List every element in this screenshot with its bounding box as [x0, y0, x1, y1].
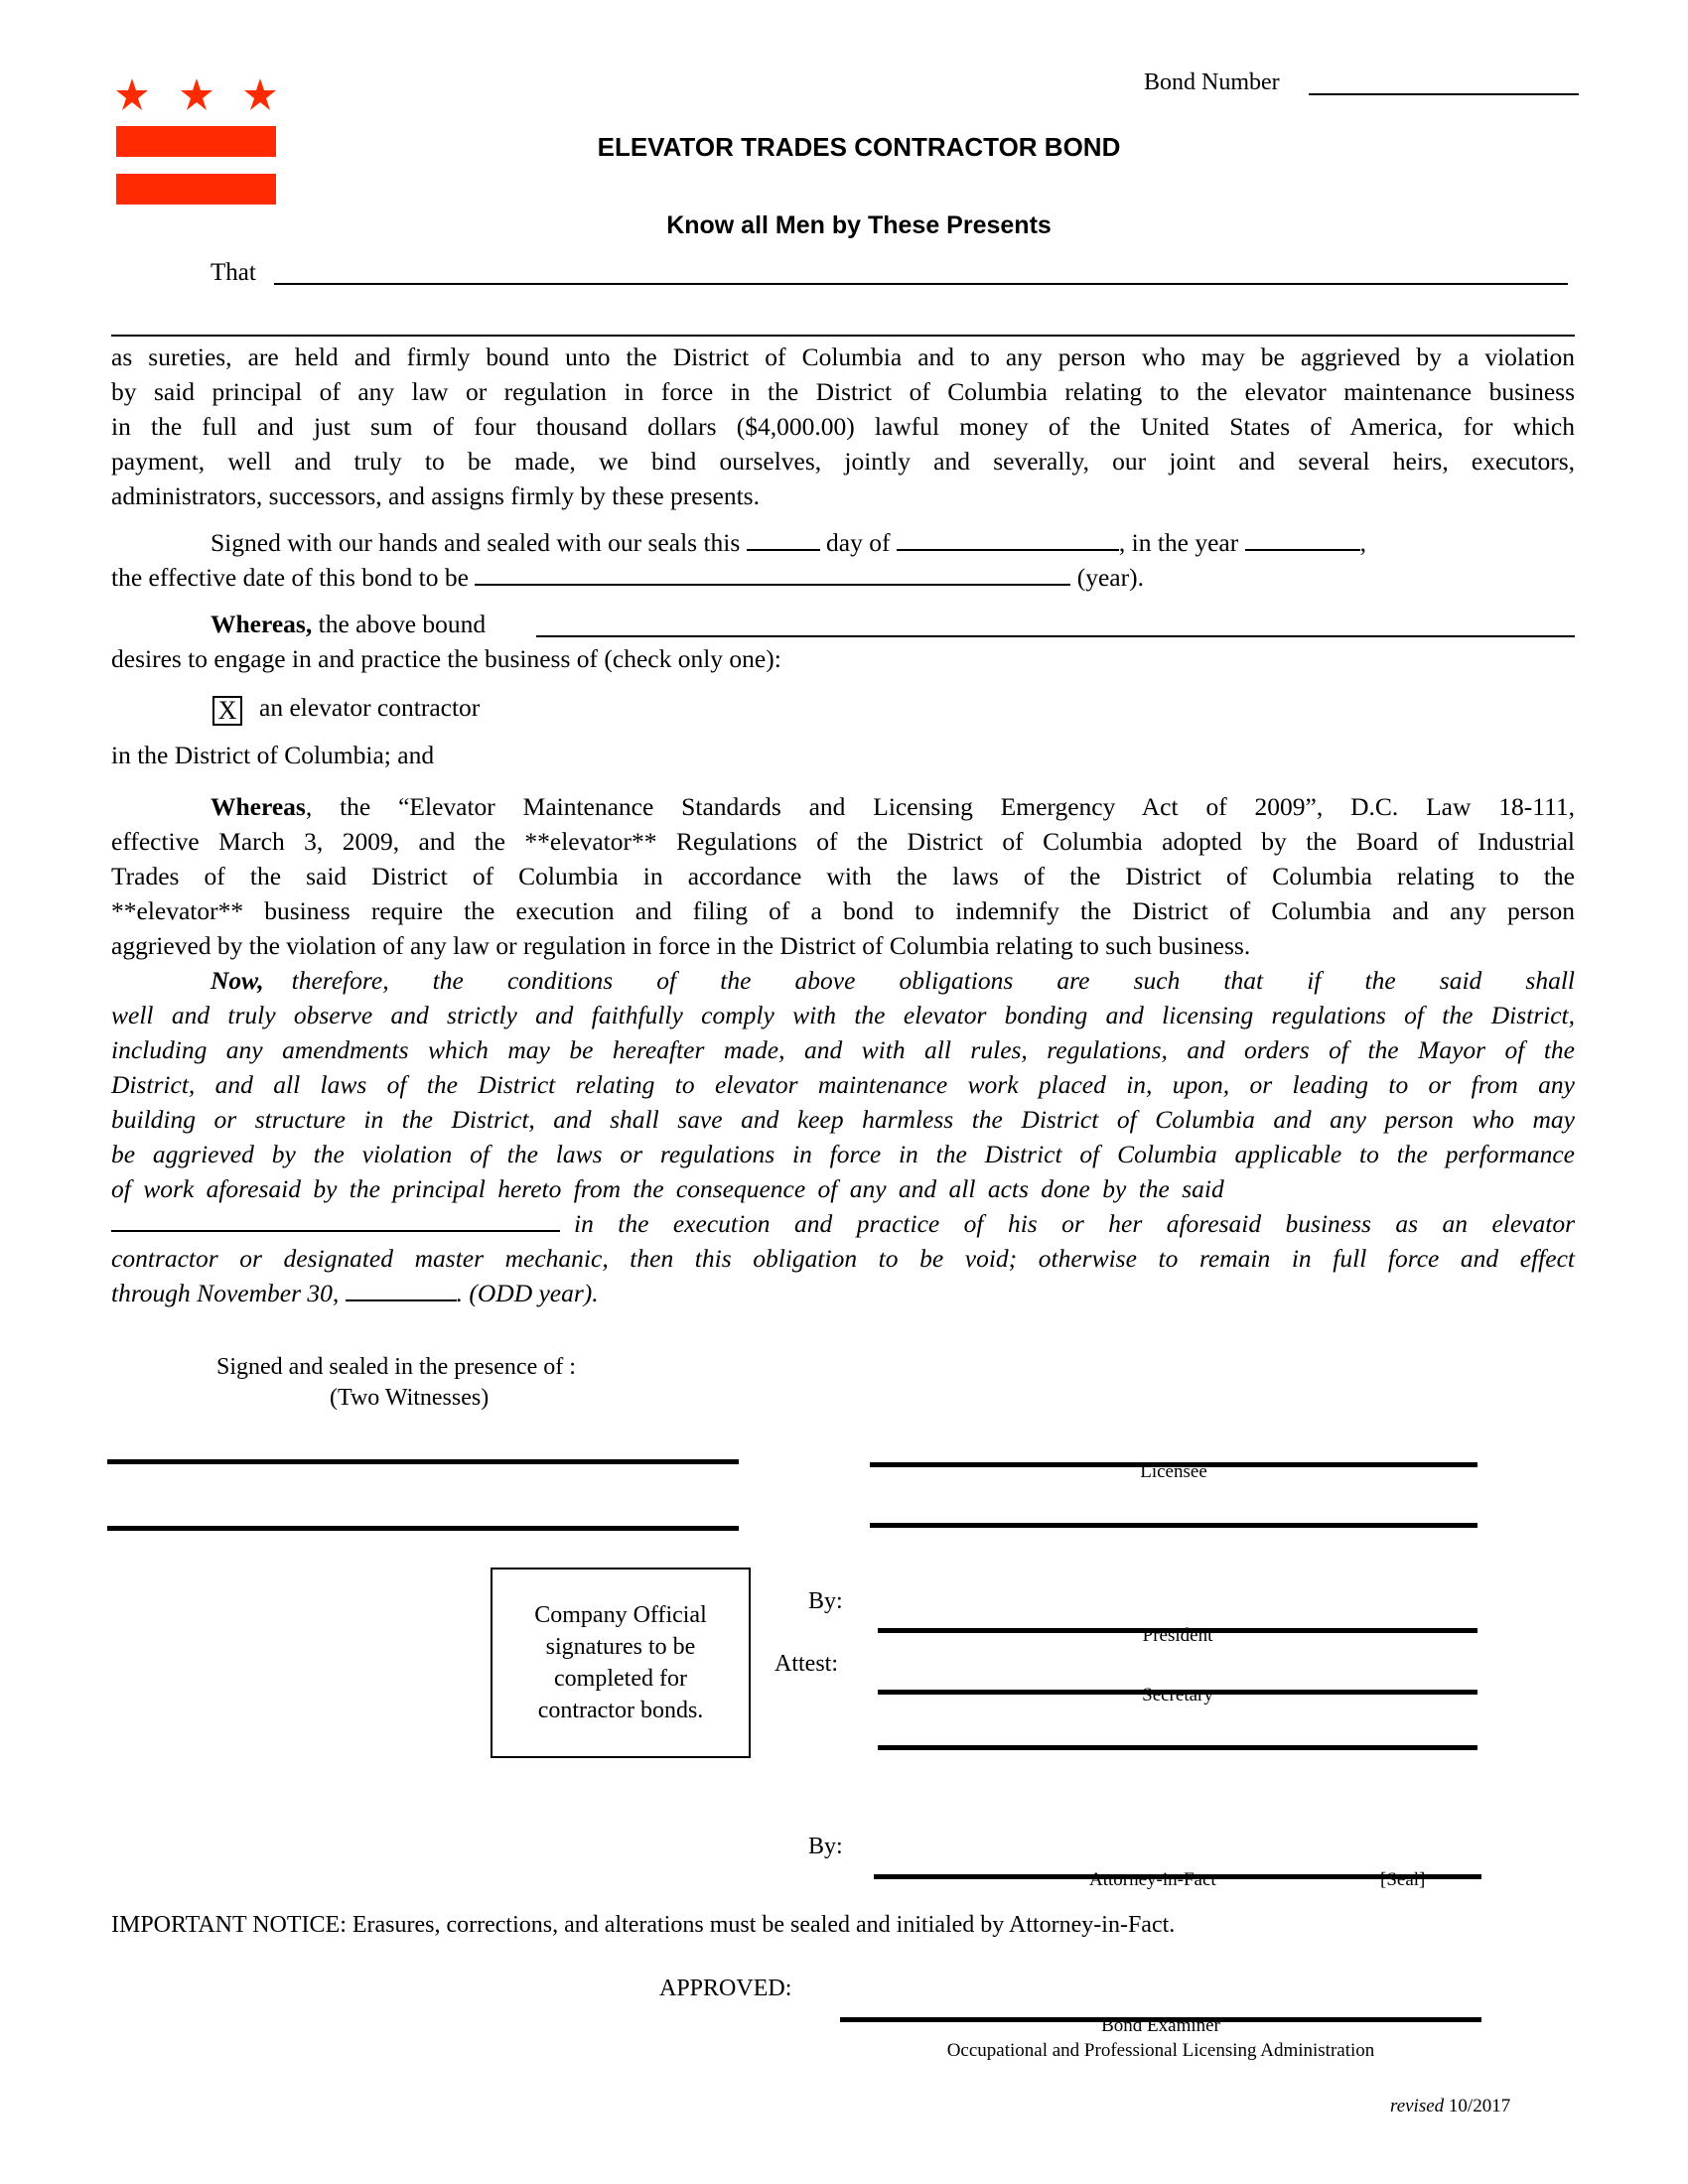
witness-1-signature-line[interactable]: [107, 1459, 739, 1464]
star-icon: [115, 77, 149, 111]
star-icon: [243, 77, 277, 111]
bond-number-field[interactable]: [1309, 93, 1579, 95]
licensee-second-line[interactable]: [870, 1523, 1477, 1528]
revision-note: revised 10/2017: [1390, 2096, 1511, 2116]
sureties-name-field[interactable]: [111, 335, 1575, 337]
document-subtitle: Know all Men by These Presents: [666, 211, 1052, 239]
conditions-paragraph: Now, therefore, the conditions of the above obligations are such that if the said shall well and truly observe and strictly and faithfully comply with the elevator bonding and licensing regulations of the District, including any amendments which may be hereafter made, and with all rules, regulations, and orders of the Mayor of the District, and all laws of the District relating to elevator maintenance work placed in, upon, or leading to or from any building or structure in the District, and shall save and keep harmless the District of Columbia and any person who may be aggrieved by the violation of the laws or regulations in force in the District of Columbia applicable to the performance of work aforesaid by the principal hereto from the consequence of any and all acts done by the said in the execution and practice of his or her aforesaid business as an elevator contractor or designated master mechanic, then this obligation to be void; otherwise to remain in full force and effect through November 30, . (ODD year).: [111, 966, 1575, 1307]
bond-number-label: Bond Number: [1144, 69, 1280, 95]
document-title: ELEVATOR TRADES CONTRACTOR BOND: [597, 132, 1121, 162]
bond-examiner-label: Bond Examiner: [1101, 2015, 1220, 2036]
company-official-note-box: Company Official signatures to be completed for contractor bonds.: [491, 1568, 751, 1758]
in-district-text: in the District of Columbia; and: [111, 741, 435, 769]
business-desire-text: desires to engage in and practice the business of (check only one):: [111, 644, 781, 673]
whereas-bound-line: Whereas, the above bound: [211, 610, 487, 638]
whereas-act-paragraph: Whereas, the “Elevator Maintenance Standards and Licensing Emergency Act of 2009”, D.C. Law 18-111, effective March 3, 2009, and the **elevator** Regulations of the District of Columbia adopted by the Board of Industrial Trades of the said District of Columbia in accordance with the laws of the District of Columbia relating to the **elevator** business require the execution and filing of a bond to indemnify the District of Columbia and any person aggrieved by the violation of any law or regulation in force in the District of Columbia relating to such business.: [111, 792, 1575, 960]
effective-date-line: the effective date of this bond to be (year).: [111, 563, 1144, 592]
month-field[interactable]: [897, 527, 1119, 551]
day-field[interactable]: [747, 527, 820, 551]
year-field[interactable]: [1245, 527, 1360, 551]
licensee-label: Licensee: [1140, 1461, 1207, 1482]
signed-date-line: Signed with our hands and sealed with our seals this day of , in the year ,: [211, 528, 1366, 557]
witnesses-label: Signed and sealed in the presence of :: [216, 1354, 576, 1380]
by-president-label: By:: [808, 1588, 843, 1614]
bound-principal-field[interactable]: [536, 635, 1575, 637]
odd-year-field[interactable]: [346, 1276, 457, 1301]
effective-date-field[interactable]: [475, 562, 1070, 586]
elevator-contractor-checkbox[interactable]: X: [212, 696, 242, 726]
attest-label: Attest:: [774, 1651, 838, 1677]
by-attorney-label: By:: [808, 1834, 843, 1859]
elevator-contractor-label: an elevator contractor: [259, 693, 481, 722]
star-icon: [180, 77, 213, 111]
officials-extra-line[interactable]: [878, 1745, 1477, 1750]
agency-label: Occupational and Professional Licensing Administration: [946, 2040, 1375, 2061]
important-notice: IMPORTANT NOTICE: Erasures, corrections, and alterations must be sealed and initialed by Attorney-in-Fact.: [111, 1912, 1176, 1938]
attorney-in-fact-label: Attorney-in-Fact: [1089, 1869, 1216, 1890]
seal-label: [Seal]: [1380, 1869, 1426, 1890]
that-label: That: [211, 259, 256, 286]
secretary-label: Secretary: [1142, 1685, 1213, 1706]
principal-name-repeat-field[interactable]: [111, 1206, 560, 1232]
witnesses-sublabel: (Two Witnesses): [330, 1385, 490, 1411]
flag-bar-bottom: [116, 174, 276, 205]
suretyship-paragraph: as sureties, are held and firmly bound unto the District of Columbia and to any person who may be aggrieved by a violation by said principal of any law or regulation in force in the District of Columbia relating to the elevator maintenance business in the full and just sum of four thousand dollars ($4,000.00) lawful money of the United States of America, for which payment, well and truly to be made, we bind ourselves, jointly and severally, our joint and several heirs, executors, administrators, successors, and assigns firmly by these presents.: [111, 342, 1575, 510]
witness-2-signature-line[interactable]: [107, 1526, 739, 1531]
president-label: President: [1142, 1625, 1213, 1646]
principal-name-field[interactable]: [274, 283, 1568, 285]
approved-label: APPROVED:: [659, 1976, 792, 2001]
